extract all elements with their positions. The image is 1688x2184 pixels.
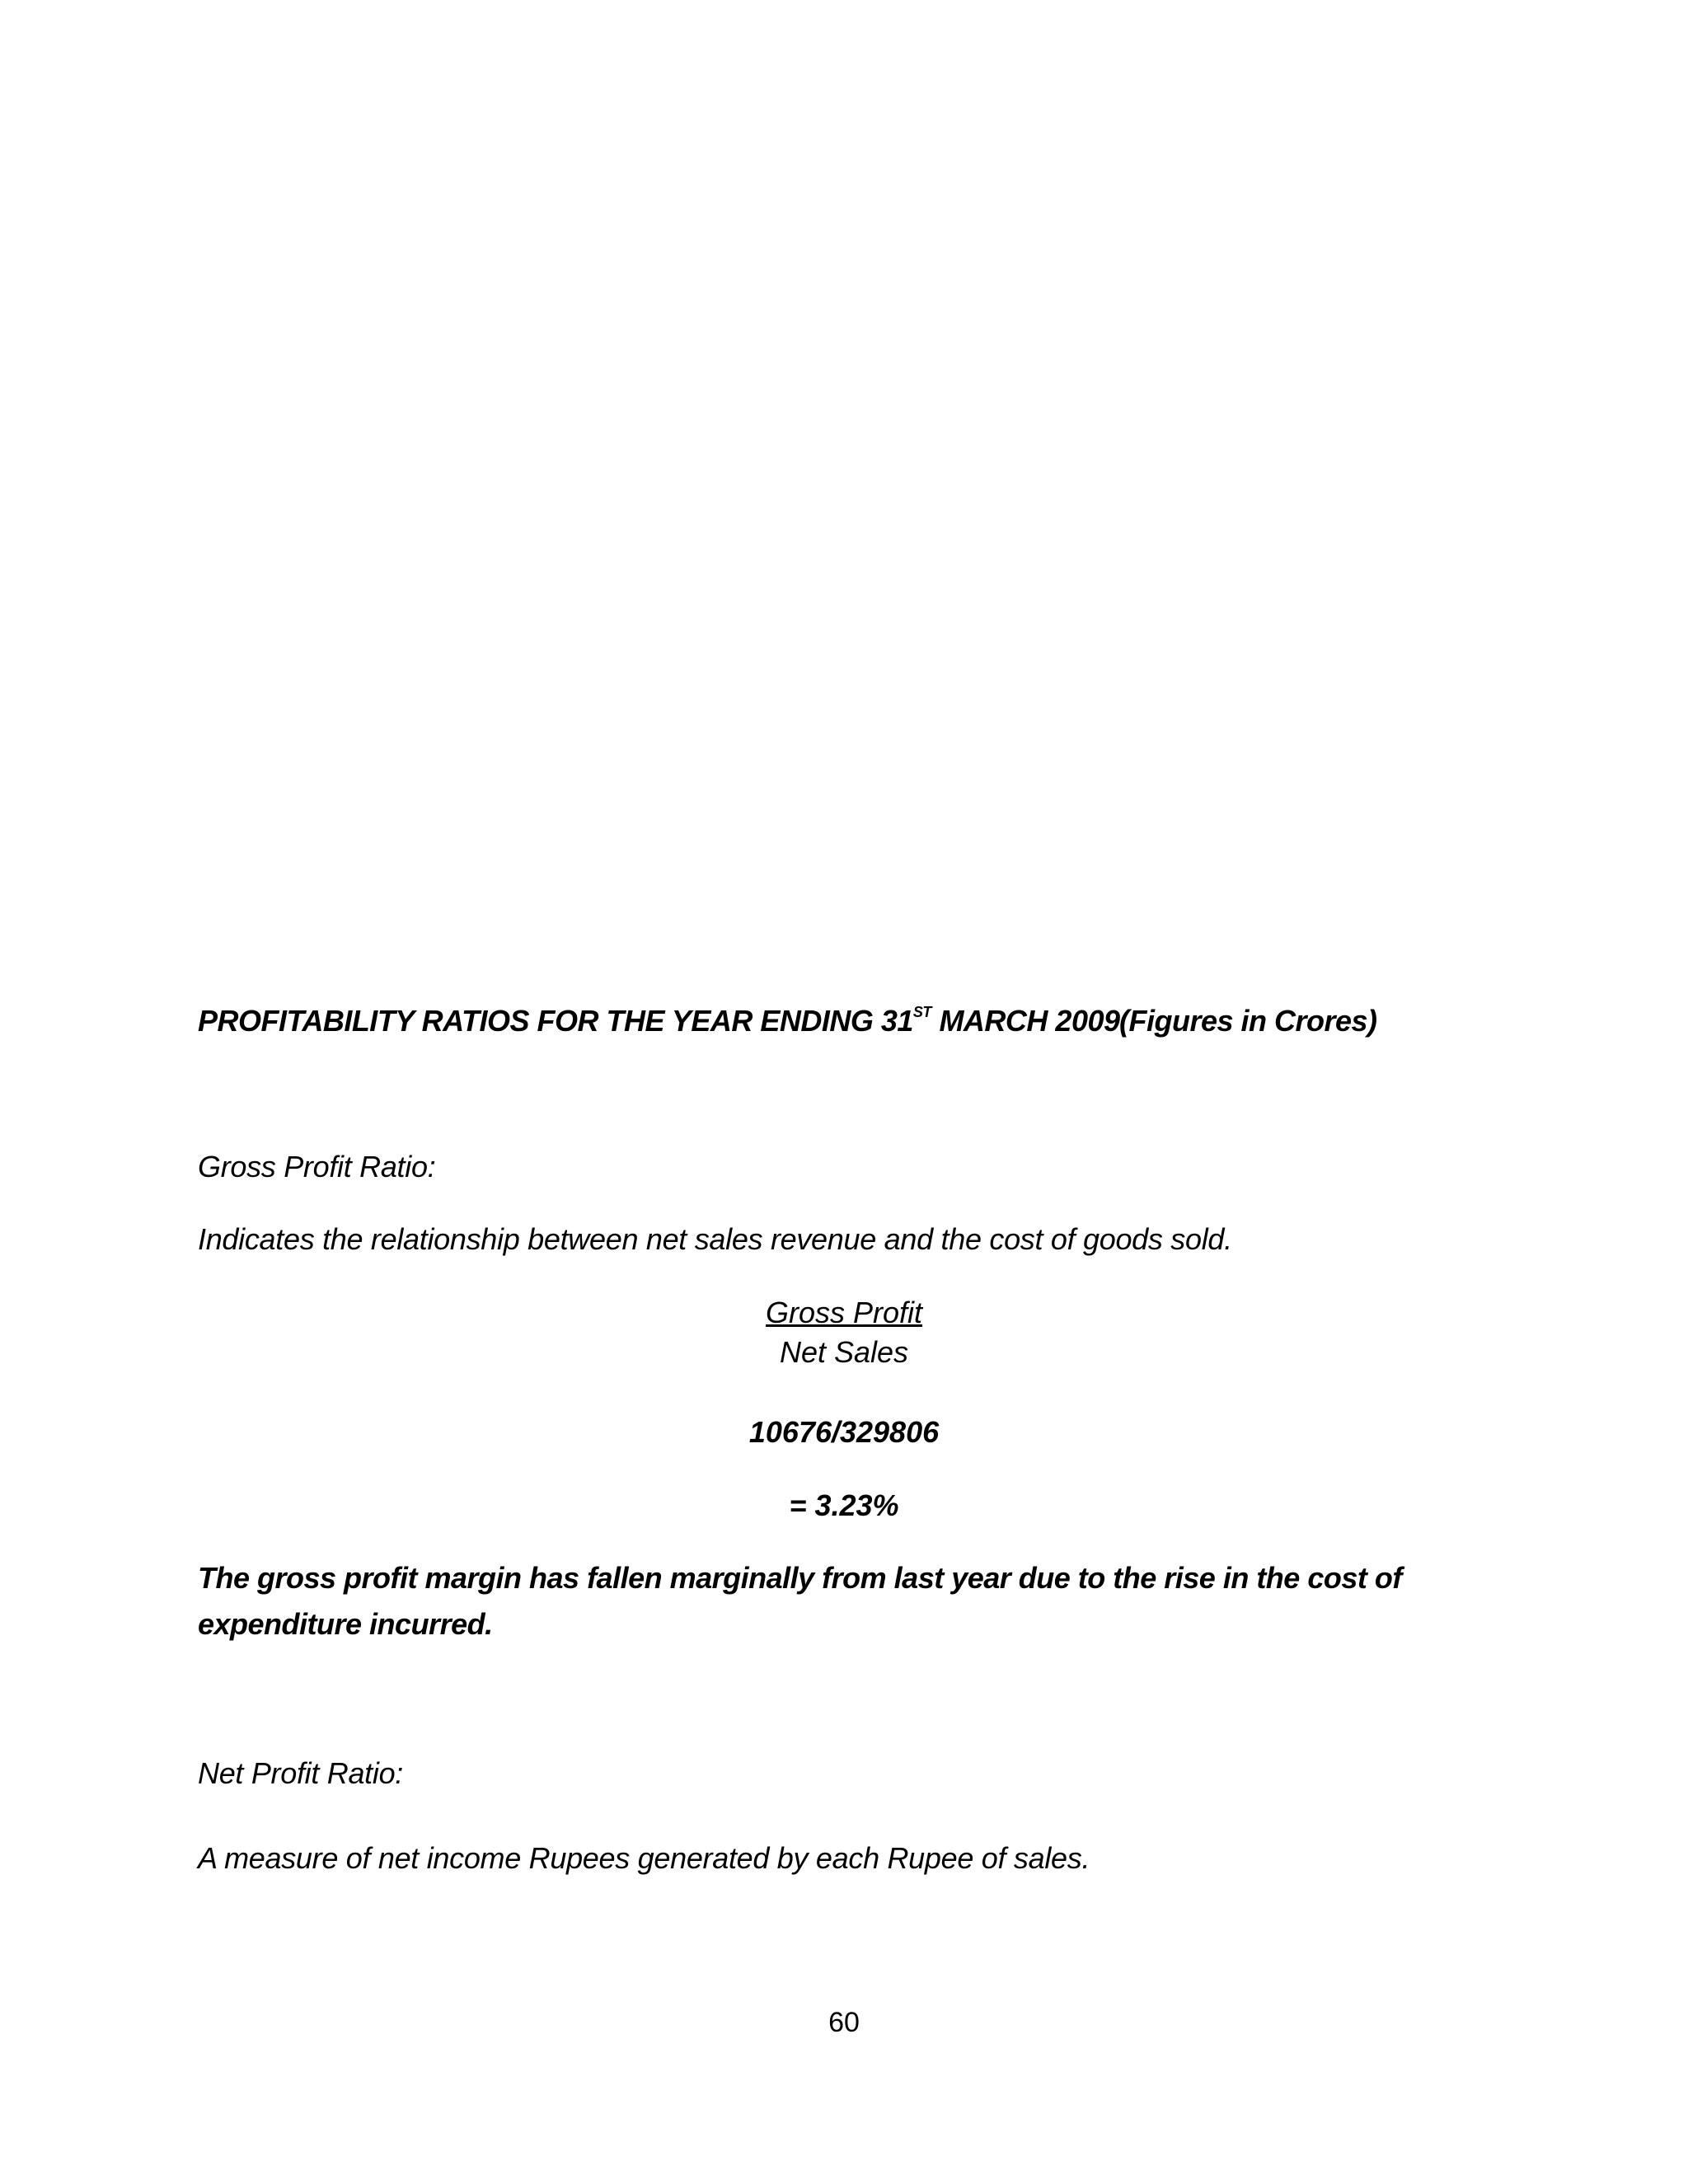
gross-profit-label: Gross Profit Ratio: (198, 1150, 436, 1183)
heading-title-before: PROFITABILITY RATIOS FOR THE YEAR ENDING 31 (198, 1004, 913, 1038)
gross-profit-conclusion (198, 1555, 1434, 1647)
net-profit-label: Net Profit Ratio: (198, 1756, 403, 1790)
net-profit-description: A measure of net income Rupees generated by each Rupee of sales. (198, 1841, 1090, 1875)
formula-denominator: Net Sales (779, 1335, 909, 1369)
page-number: 60 (828, 2007, 860, 2038)
gross-profit-result: = 3.23% (789, 1488, 899, 1522)
gross-profit-calculation: 10676/329806 (748, 1415, 940, 1449)
section-heading (198, 1004, 1120, 1038)
figures-note: (Figures in Crores) (1119, 1004, 1377, 1038)
heading-title-sup: ST (912, 1004, 931, 1020)
gross-profit-description: Indicates the relationship between net sales revenue and the cost of goods sold. (198, 1222, 1232, 1256)
heading-title-after: MARCH 2009 (931, 1004, 1120, 1038)
conclusion-line-2: expenditure incurred. (198, 1607, 493, 1641)
formula-numerator: Gross Profit (765, 1296, 923, 1329)
conclusion-line-1: The gross profit margin has fallen marginally from last year due to the rise in the cost of (198, 1561, 1402, 1595)
